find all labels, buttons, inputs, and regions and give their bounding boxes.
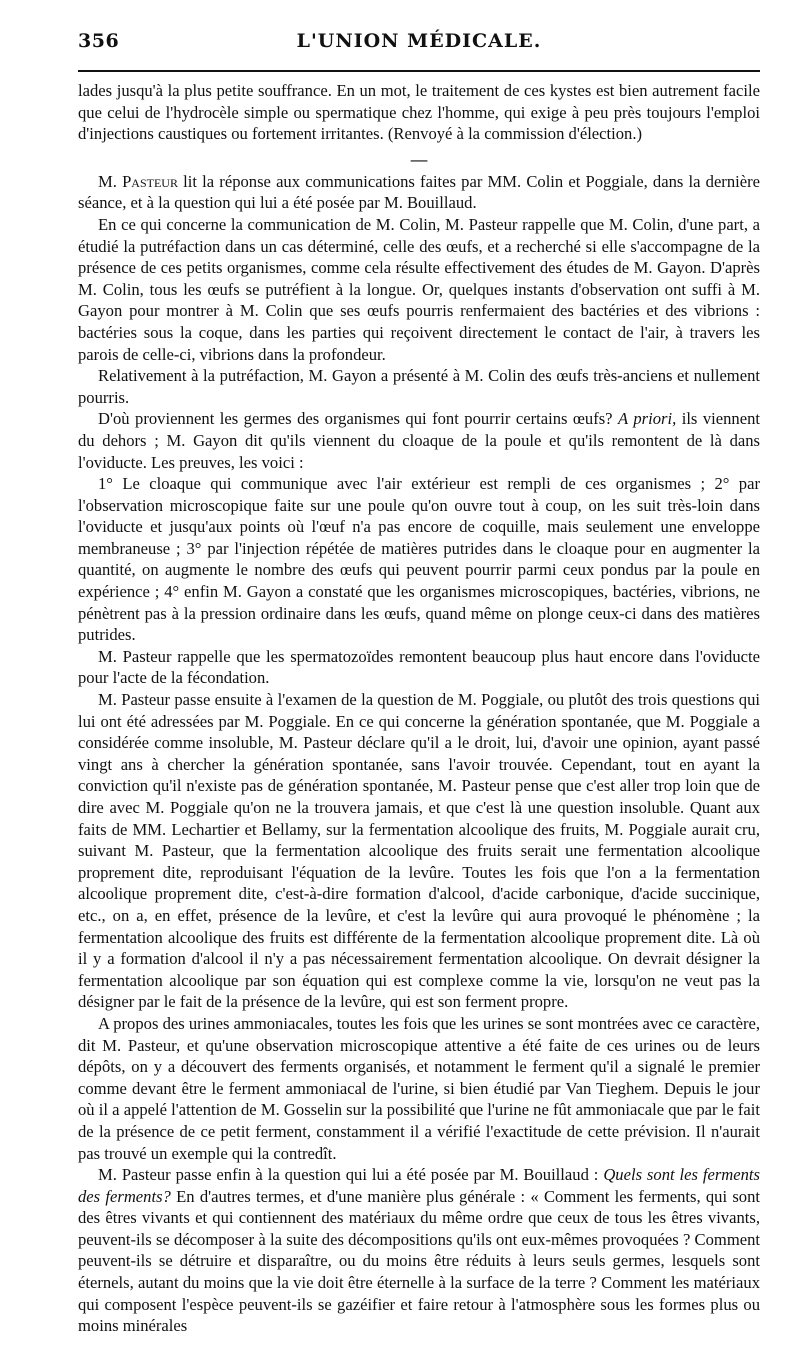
paragraph-poggiale: M. Pasteur passe ensuite à l'examen de la question de M. Poggiale, ou plutôt des trois questions qui lui ont été adressées par M. Poggiale. En ce qui concerne la génération spontanée, que M. Poggiale a considérée comme insoluble, M. Pasteur déclare qu'il a le droit, lui, d'avoir une opinion, ayant passé vingt ans à chercher la génération spontanée, sans l'avoir trouvée. Cependant, tout en ayant la conviction qu'il n'existe pas de génération spontanée, M. Pasteur pense que c'est aller trop loin que de dire avec M. Poggiale qu'on ne la trouvera jamais, et que c'est là une question insoluble. Quant aux faits de MM. Lechartier et Bellamy, sur la fermentation alcoolique des fruits, M. Poggiale aurait cru, suivant M. Pasteur, que la fermentation alcoolique des fruits serait une fermentation alcoolique proprement dite, reproduisant l'équation de la levûre. Toutes les fois que l'on a la fermentation alcoolique proprement dite, c'est-à-dire formation d'alcool, d'acide carbonique, d'acide succinique, etc., on a, en effet, présence de la levûre, et c'est la levûre qui aura provoqué le phénomène ; la fermentation alcoolique des fruits est différente de la fermentation alcoolique proprement dite. Là où il y a formation d'alcool il n'y a pas nécessairement fermentation alcoolique. On devrait désigner la fermentation alcoolique par son équation qui est complexe comme la vie, lorsqu'on ne veut pas la désigner par le fait de la présence de la levûre, qui est son ferment propre.	[78, 690, 760, 1012]
paragraph-putrefaction: Relativement à la putréfaction, M. Gayon a présenté à M. Colin des œufs très-anciens et nullement pourris.	[78, 366, 760, 407]
paragraph-bouillaud	[78, 1164, 760, 1337]
page-number: 356	[78, 30, 120, 52]
paragraph-text: En d'autres termes, et d'une manière plus générale : « Comment les ferments, qui sont des êtres vivants et qui contiennent des matériaux du même ordre que ceux de tous les êtres vivants, peuvent-ils se décomposer à la suite des décompositions qu'ils ont eux-mêmes provoquées ? Comment peuvent-ils se détruire et disparaître, ou du moins être réduits à leurs seuls germes, lesquels sont éternels, autant du moins que la vie doit être éternelle à la surface de la terre ? Comment les matériaux qui composent l'espèce peuvent-ils se gazéifier et faire retour à l'atmosphère sous les formes plus ou moins minérales	[78, 1186, 760, 1336]
paragraph-text: lit la réponse aux communications faites par MM. Colin et Poggiale, dans la dernière séance, et à la question qui lui a été posée par M. Bouillaud.	[78, 171, 760, 213]
italic-phrase: A priori,	[618, 409, 677, 429]
paragraph-urines: A propos des urines ammoniacales, toutes les fois que les urines se sont montrées avec ce caractère, dit M. Pasteur, et qu'une observation microscopique attentive a été faite de ces urines ou de leurs dépôts, on y a découvert des ferments organisés, et notamment le ferment qu'il a signalé le premier comme devant être le ferment ammoniacal de l'urine, si bien étudié par Van Tieghem. Depuis le jour où il a appelé l'attention de M. Gosselin sur la possibilité que l'urine ne fût ammoniacale que par le fait de la présence de ce petit ferment, constamment il a vérifié l'exactitude de cette prévision. Il n'aurait pas trouvé un exemple qui la contredît.	[78, 1013, 760, 1163]
paragraph-text: M. Pasteur passe enfin à la question qui lui a été posée par M. Bouillaud :	[98, 1165, 599, 1185]
article-body	[78, 80, 760, 1337]
paragraph-colin: En ce qui concerne la communication de M. Colin, M. Pasteur rappelle que M. Colin, d'une part, a étudié la putréfaction dans un cas déterminé, celle des œufs, et a recherché si elle s'accompagne de la présence de ces petits organismes, comme cela résulte effectivement des études de M. Gayon. D'après M. Colin, tous les œufs se putréfient à la longue. Or, quelques instants d'observation ont suffi à M. Gayon pour montrer à M. Colin que ses œufs pourris renfermaient des bactéries et des vibrions : bactéries sous la coque, dans les parties qui reçoivent directement le contact de l'air, à travers les parois de celle-ci, vibrions dans la profondeur.	[78, 214, 760, 364]
intro-paragraph: lades jusqu'à la plus petite souffrance. En un mot, le traitement de ces kystes est bien autrement facile que celui de l'hydrocèle simple ou spermatique chez l'homme, qui exige à peu près toujours l'emploi d'injections caustiques ou fortement irritantes. (Renvoyé à la commission d'élection.)	[78, 81, 760, 144]
header-rule	[78, 70, 760, 72]
paragraph-proofs: 1° Le cloaque qui communique avec l'air extérieur est rempli de ces organismes ; 2° par l'observation microscopique faite sur une poule qu'on ouvre tout à coup, on les suit très-loin dans l'oviducte et jusqu'aux points où l'œuf n'a pas encore de coquille, mais seulement une enveloppe membraneuse ; 3° par l'injection répétée de matières putrides dans le cloaque pour en augmenter la quantité, on augmente le nombre des œufs qui peuvent pourrir parmi ceux pondus par la poule en expérience ; 4° enfin M. Gayon a constaté que les organismes microscopiques, bactéries, vibrions, ne pénètrent pas à la pression ordinaire dans les œufs, quand même on plonge ceux-ci dans des matières putrides.	[78, 474, 760, 645]
paragraph-text: ils viennent du dehors ; M. Gayon dit qu'ils viennent du cloaque de la poule et qu'ils remontent de là dans l'oviducte. Les preuves, les voici :	[78, 409, 760, 472]
page-header	[78, 30, 760, 60]
paragraph-spermatozoa: M. Pasteur rappelle que les spermatozoïdes remontent beaucoup plus haut encore dans l'oviducte pour l'acte de la fécondation.	[78, 646, 760, 688]
section-separator: —	[410, 149, 428, 169]
paragraph-germs	[78, 408, 760, 473]
italic-question: Quels sont les ferments des ferments?	[78, 1165, 760, 1206]
speaker-name: M. Pasteur	[98, 171, 178, 191]
paragraph-pasteur-reply	[78, 171, 760, 214]
journal-title: L'UNION MÉDICALE.	[296, 30, 542, 52]
paragraph-text: D'où proviennent les germes des organismes qui font pourrir certains œufs?	[98, 409, 613, 429]
